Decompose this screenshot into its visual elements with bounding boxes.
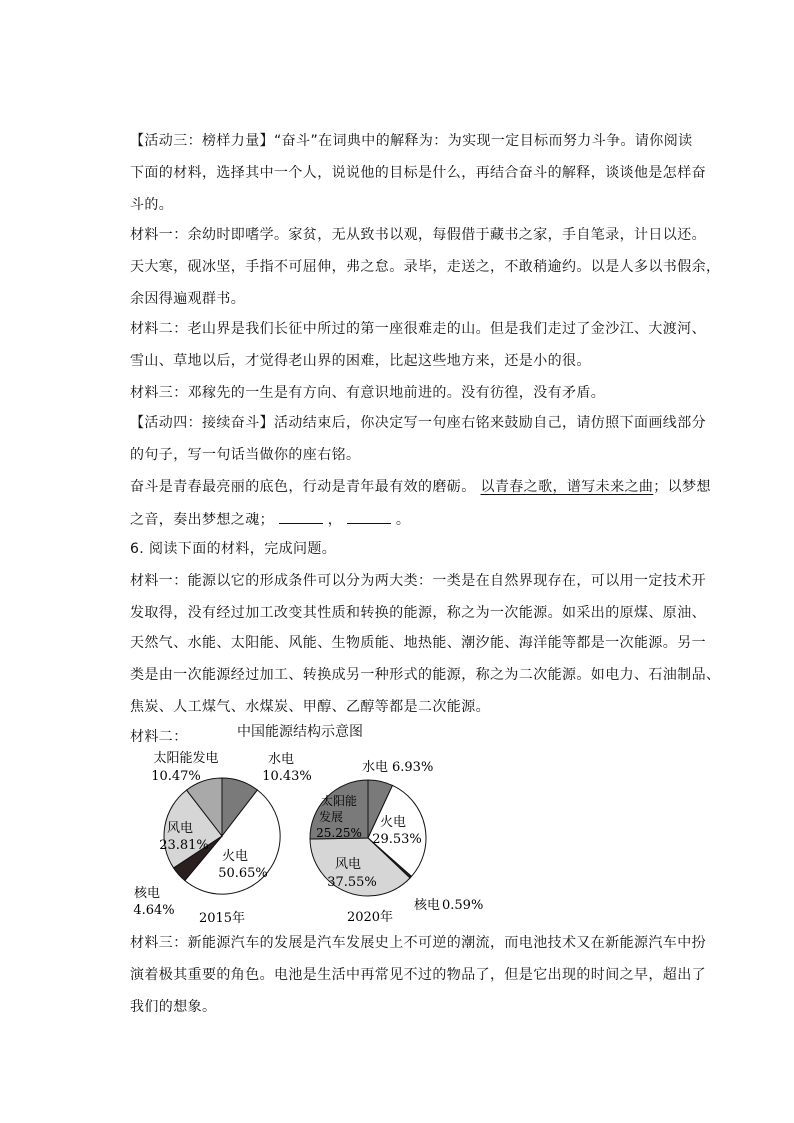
label-nuclear-2015-value: 4.64% [133,903,175,918]
label-thermal-2015-name: 火电 [221,849,249,864]
text-line: 材料一：能源以它的形成条件可以分为两大类：一类是在自然界现存在，可以用一定技术开 [130,573,706,589]
label-nuclear-2020-name: 核电 [414,898,441,913]
label-hydro-2015-value: 10.43% [262,769,312,784]
label-solar-2020-name-2: 发展 [318,810,344,824]
text-line: 焦炭、人工煤气、水煤炭、甲醇、乙醇等都是二次能源。 [130,699,490,715]
text-line: 【活动四：接续奋斗】活动结束后，你决定写一句座右铭来鼓励自己，请仿照下面画线部分 [130,415,706,431]
motto-sep: ， [327,512,343,528]
label-thermal-2020-name: 火电 [379,815,407,830]
label-solar-2020-value: 25.25% [316,826,362,840]
motto-line2-text: 之音，奏出梦想之魂； [130,512,274,528]
label-solar-2015-value: 10.47% [151,769,201,784]
text-line: 天然气、水能、太阳能、风能、生物质能、地热能、潮汐能、海洋能等都是一次能源。另一 [130,635,706,651]
text-line: 【活动三：榜样力量】“奋斗”在词典中的解释为：为实现一定目标而努力斗争。请你阅读 [130,133,693,149]
label-hydro-2020-name: 水电 [362,760,389,775]
text-line: 我们的想象。 [130,999,217,1015]
label-solar-2020-name-1: 太阳能 [320,794,358,808]
text-line: 类是由一次能源经过加工、转换成另一种形式的能源，称之为二次能源。如电力、石油制品、 [130,667,721,683]
motto-prefix: 奋斗是青春最亮丽的底色，行动是青年最有效的磨砺。 [130,479,476,495]
text-line: 演着极其重要的角色。电池是生活中再常见不过的物品了，但是它出现的时间之早，超出了 [130,967,706,983]
text-line: 发取得，没有经过加工改变其性质和转换的能源，称之为一次能源。如采出的原煤、原油、 [130,605,706,621]
text-line: 材料三：邓稼先的一生是有方向、有意识地前进的。没有彷徨，没有矛盾。 [130,385,606,401]
text-line: 余因得遍观群书。 [130,291,246,307]
label-wind-2020-name: 风电 [334,857,362,872]
label-nuclear-2020-value: 0.59% [442,898,484,913]
label-hydro-2020-value: 6.93% [392,760,434,775]
label-wind-2020-value: 37.55% [327,875,377,890]
text-line: 的句子，写一句话当做你的座右铭。 [130,447,361,463]
text-line: 雪山、草地以后，才觉得老山界的困难，比起这些地方来，还是小的很。 [130,353,591,369]
text-line: 斗的。 [130,197,174,213]
year-2015: 2015年 [198,911,246,926]
motto-end: 。 [395,512,411,528]
text-line: 6. 阅读下面的材料，完成问题。 [130,541,337,557]
text-line: 材料二： [130,729,188,745]
label-thermal-2015-value: 50.65% [218,866,268,881]
label-wind-2015-name: 风电 [166,821,194,836]
chart-title: 中国能源结构示意图 [237,724,363,740]
text-line: 材料二：老山界是我们长征中所过的第一座很难走的山。但是我们走过了金沙江、大渡河、 [130,321,706,337]
label-wind-2015-value: 23.81% [159,838,209,853]
label-thermal-2020-value: 29.53% [372,832,422,847]
label-solar-2015-name: 太阳能发电 [153,751,219,766]
text-line: 材料一：余幼时即嗜学。家贫，无从致书以观，每假借于藏书之家，手自笔录，计日以还。 [130,227,706,243]
year-2020: 2020年 [346,910,394,925]
label-nuclear-2015-name: 核电 [133,886,161,901]
motto-suffix: ；以梦想 [653,479,711,495]
text-line: 材料三：新能源汽车的发展是汽车发展史上不可逆的潮流，而电池技术又在新能源汽车中扮 [130,935,706,951]
label-hydro-2015-name: 水电 [267,752,295,767]
text-line: 下面的材料，选择其中一个人，说说他的目标是什么，再结合奋斗的解释，谈谈他是怎样奋 [130,165,706,181]
motto-underlined: 以青春之歌，谱写未来之曲 [480,479,654,495]
text-line: 天大寒，砚冰坚，手指不可屈伸，弗之怠。录毕，走送之，不敢稍逾约。以是人多以书假余， [130,259,721,275]
